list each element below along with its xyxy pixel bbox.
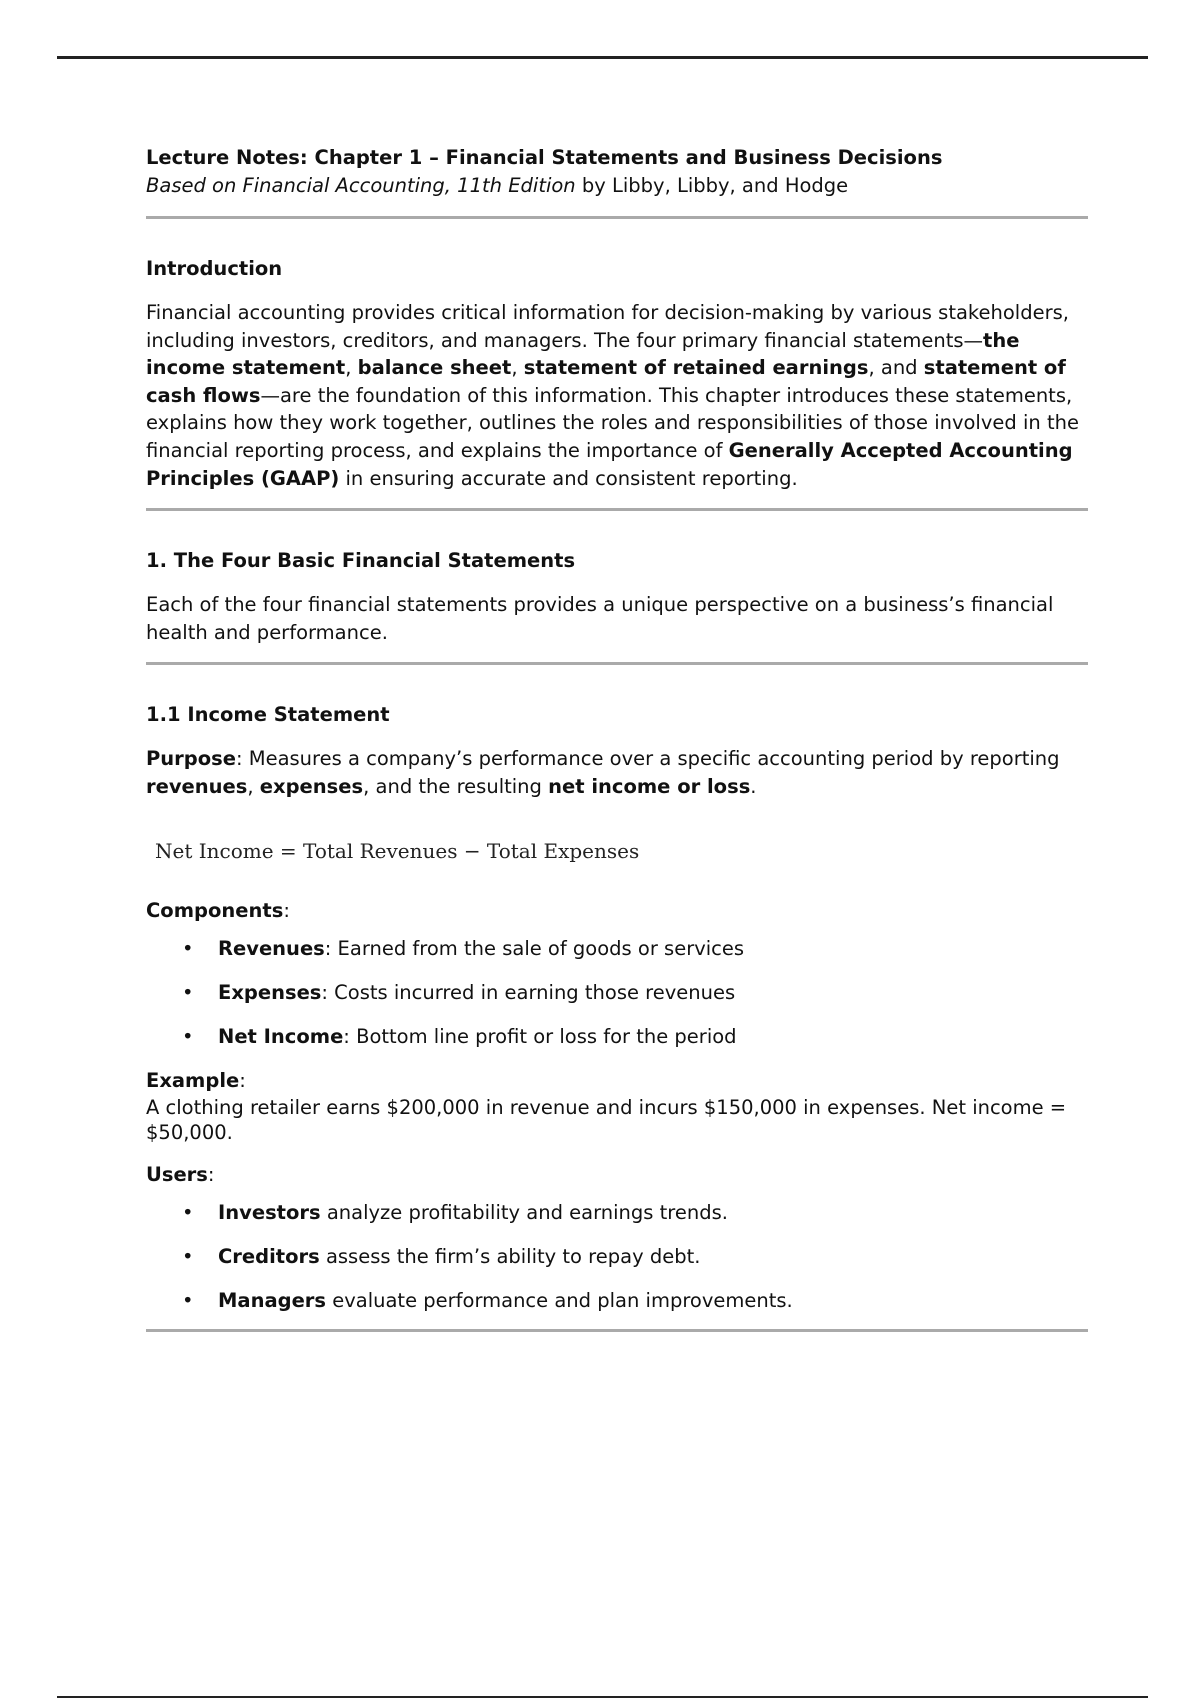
- list-item-text: : Costs incurred in earning those revenues: [321, 980, 736, 1004]
- list-item-text: analyze profitability and earnings trends.: [320, 1200, 728, 1224]
- list-item: [146, 1023, 1088, 1051]
- text-run: , and the resulting: [363, 774, 549, 798]
- list-item-term: Net Income: [218, 1024, 344, 1048]
- text-run: Financial accounting provides critical information for decision-making by various stakeholders, including investors, creditors, and managers. The four primary financial statements—: [146, 301, 1069, 352]
- list-item-term: Expenses: [218, 980, 322, 1004]
- list-item: [146, 979, 1088, 1007]
- list-item: [146, 1287, 1088, 1315]
- divider: [146, 662, 1088, 665]
- text-run: : Measures a company’s performance over a specific accounting period by reporting: [235, 747, 1060, 771]
- users-list: [146, 1199, 1088, 1315]
- list-item-term: Managers: [218, 1288, 327, 1312]
- list-item-text: : Earned from the sale of goods or services: [324, 936, 745, 960]
- section1-paragraph: Each of the four financial statements provides a unique perspective on a business’s financial health and performance.: [146, 593, 1054, 644]
- purpose-paragraph: [146, 745, 1088, 800]
- text-run: , and: [868, 356, 924, 380]
- document-body: [146, 144, 1088, 1332]
- example-text: A clothing retailer earns $200,000 in revenue and incurs $150,000 in expenses. Net income = $50,000.: [146, 1095, 1067, 1144]
- bold-term: Generally Accepted Accounting Principles (GAAP): [146, 438, 1073, 490]
- list-item: [146, 1199, 1088, 1227]
- divider: [146, 1329, 1088, 1332]
- text-run: ,: [345, 356, 358, 380]
- section1-heading: 1. The Four Basic Financial Statements: [146, 549, 576, 573]
- bold-term: expenses: [259, 774, 364, 798]
- example-label: Example:: [146, 1068, 246, 1092]
- list-item-term: Creditors: [218, 1244, 320, 1268]
- text-run: in ensuring accurate and consistent reporting.: [339, 466, 798, 490]
- components-list: [146, 935, 1088, 1051]
- intro-paragraph: [146, 299, 1088, 492]
- bold-term: net income or loss: [548, 774, 751, 798]
- list-item-term: Revenues: [218, 936, 325, 960]
- page-top-rule: [57, 56, 1148, 59]
- text-run: ,: [247, 774, 260, 798]
- bold-term: statement of retained earnings: [523, 356, 869, 380]
- list-item-text: evaluate performance and plan improvements.: [326, 1288, 793, 1312]
- text-run: .: [750, 774, 757, 798]
- list-item-text: : Bottom line profit or loss for the period: [343, 1024, 737, 1048]
- authors: by Libby, Libby, and Hodge: [575, 174, 849, 197]
- divider: [146, 508, 1088, 511]
- list-item: [146, 1243, 1088, 1271]
- page-bottom-rule: [57, 1696, 1148, 1698]
- net-income-formula: Net Income = Total Revenues − Total Expenses: [155, 838, 640, 863]
- text-run: —are the foundation of this information. This chapter introduces these statements, explains how they work together, outlines the roles and responsibilities of those involved in the financial reporting process, and explains the importance of: [146, 383, 1079, 462]
- users-label: Users:: [146, 1162, 215, 1186]
- bold-term: revenues: [146, 774, 248, 798]
- intro-heading: Introduction: [146, 257, 283, 280]
- section11-heading: 1.1 Income Statement: [146, 703, 390, 727]
- document-title: Lecture Notes: Chapter 1 – Financial Statements and Business Decisions: [146, 146, 943, 169]
- divider: [146, 216, 1088, 219]
- list-item-term: Investors: [218, 1200, 321, 1224]
- list-item: [146, 935, 1088, 963]
- bold-term: Purpose: [146, 747, 236, 771]
- text-run: ,: [511, 356, 524, 380]
- list-item-text: assess the firm’s ability to repay debt.: [319, 1244, 701, 1268]
- bold-term: balance sheet: [357, 356, 512, 380]
- bold-term: statement of cash flows: [146, 356, 1066, 407]
- document-subtitle: [146, 172, 1088, 200]
- components-label: Components:: [146, 898, 290, 922]
- bold-term: the income statement: [146, 328, 1020, 380]
- book-title: Based on Financial Accounting, 11th Edition: [146, 174, 576, 197]
